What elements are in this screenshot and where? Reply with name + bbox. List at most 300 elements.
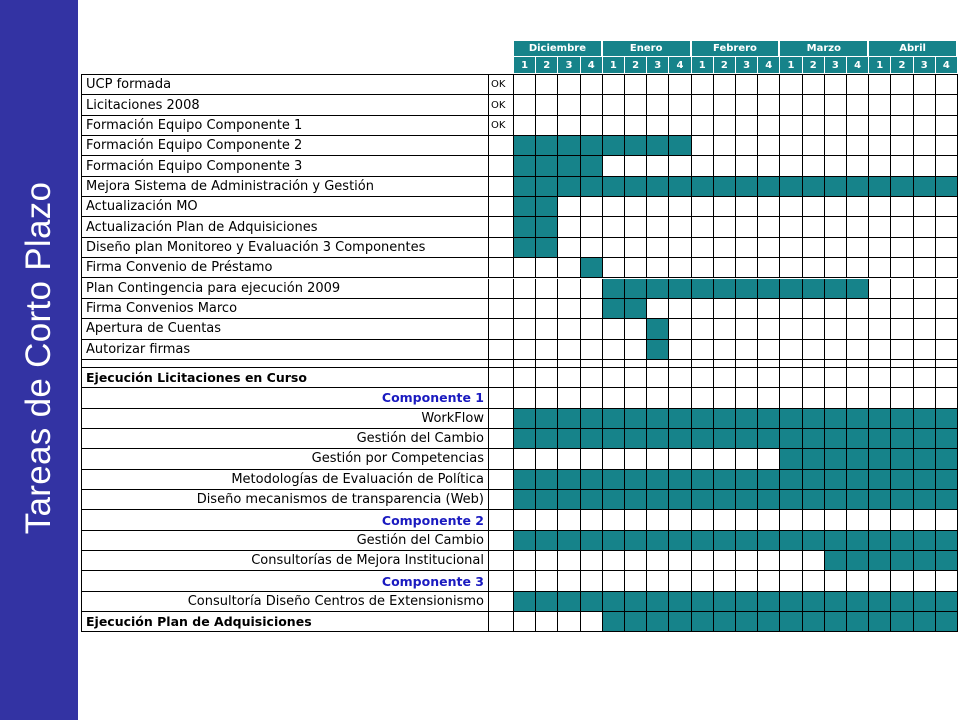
task-label: Gestión del Cambio: [82, 429, 489, 449]
task-label: Apertura de Cuentas: [82, 319, 489, 339]
gantt-empty-cell: [758, 340, 780, 360]
gantt-empty-cell: [736, 571, 758, 591]
gantt-empty-cell: [692, 551, 714, 571]
gantt-empty-cell: [581, 340, 603, 360]
gantt-empty-cell: [736, 156, 758, 176]
gantt-empty-cell: [780, 258, 802, 278]
gantt-empty-cell: [603, 510, 625, 530]
gantt-bar-cell: [936, 612, 958, 632]
gantt-empty-cell: [581, 551, 603, 571]
gantt-empty-cell: [647, 388, 669, 408]
gantt-empty-cell: [825, 258, 847, 278]
gantt-empty-cell: [780, 197, 802, 217]
gantt-bar-cell: [669, 136, 691, 156]
gantt-empty-cell: [803, 388, 825, 408]
task-status: OK: [489, 116, 514, 136]
gantt-empty-cell: [714, 156, 736, 176]
gantt-empty-cell: [625, 319, 647, 339]
gantt-empty-cell: [936, 238, 958, 258]
gantt-empty-cell: [780, 75, 802, 95]
gantt-empty-cell: [581, 449, 603, 469]
gantt-empty-cell: [914, 156, 936, 176]
gantt-empty-cell: [825, 238, 847, 258]
gantt-empty-cell: [936, 360, 958, 368]
gantt-empty-cell: [514, 95, 536, 115]
gantt-empty-cell: [647, 156, 669, 176]
gantt-bar-cell: [536, 409, 558, 429]
gantt-bar-cell: [847, 490, 869, 510]
gantt-empty-cell: [603, 571, 625, 591]
gantt-bar-cell: [625, 470, 647, 490]
gantt-empty-cell: [603, 238, 625, 258]
task-status: [489, 340, 514, 360]
gantt-empty-cell: [736, 319, 758, 339]
gantt-empty-cell: [869, 279, 891, 299]
gantt-bar-cell: [647, 612, 669, 632]
gantt-empty-cell: [847, 510, 869, 530]
gantt-empty-cell: [847, 136, 869, 156]
gantt-bar-cell: [936, 531, 958, 551]
gantt-bar-cell: [847, 429, 869, 449]
gantt-bar-cell: [692, 429, 714, 449]
gantt-bar-cell: [625, 177, 647, 197]
gantt-empty-cell: [536, 388, 558, 408]
gantt-bar-cell: [647, 592, 669, 612]
gantt-empty-cell: [558, 116, 580, 136]
gantt-empty-cell: [692, 95, 714, 115]
gantt-empty-cell: [847, 197, 869, 217]
gantt-bar-cell: [803, 177, 825, 197]
gantt-bar-cell: [847, 612, 869, 632]
gantt-empty-cell: [536, 612, 558, 632]
gantt-bar-cell: [536, 156, 558, 176]
gantt-empty-cell: [736, 116, 758, 136]
gantt-empty-cell: [869, 95, 891, 115]
gantt-bar-cell: [891, 592, 913, 612]
week-header: 1: [514, 57, 536, 73]
gantt-bar-cell: [803, 279, 825, 299]
gantt-bar-cell: [692, 612, 714, 632]
gantt-empty-cell: [825, 368, 847, 388]
gantt-bar-cell: [825, 592, 847, 612]
gantt-empty-cell: [692, 360, 714, 368]
task-status: [489, 279, 514, 299]
gantt-empty-cell: [914, 217, 936, 237]
gantt-empty-cell: [514, 116, 536, 136]
gantt-bar-cell: [914, 470, 936, 490]
gantt-empty-cell: [914, 197, 936, 217]
task-status: [489, 612, 514, 632]
gantt-empty-cell: [891, 340, 913, 360]
gantt-bar-cell: [514, 197, 536, 217]
gantt-empty-cell: [736, 258, 758, 278]
gantt-bar-cell: [692, 531, 714, 551]
gantt-empty-cell: [625, 217, 647, 237]
gantt-bar-cell: [536, 429, 558, 449]
gantt-empty-cell: [625, 360, 647, 368]
gantt-empty-cell: [692, 136, 714, 156]
gantt-empty-cell: [914, 95, 936, 115]
gantt-empty-cell: [625, 340, 647, 360]
gantt-bar-cell: [869, 409, 891, 429]
gantt-empty-cell: [581, 116, 603, 136]
gantt-empty-cell: [536, 75, 558, 95]
gantt-empty-cell: [514, 75, 536, 95]
gantt-empty-cell: [558, 299, 580, 319]
gantt-bar-cell: [514, 490, 536, 510]
gantt-empty-cell: [914, 388, 936, 408]
gantt-empty-cell: [536, 340, 558, 360]
gantt-empty-cell: [825, 197, 847, 217]
gantt-empty-cell: [669, 449, 691, 469]
gantt-empty-cell: [780, 136, 802, 156]
gantt-empty-cell: [758, 197, 780, 217]
gantt-bar-cell: [625, 531, 647, 551]
gantt-bar-cell: [714, 592, 736, 612]
gantt-empty-cell: [625, 368, 647, 388]
gantt-empty-cell: [803, 258, 825, 278]
gantt-empty-cell: [936, 319, 958, 339]
gantt-empty-cell: [936, 571, 958, 591]
task-label: Firma Convenio de Préstamo: [82, 258, 489, 278]
gantt-bar-cell: [936, 592, 958, 612]
gantt-bar-cell: [780, 409, 802, 429]
gantt-empty-cell: [647, 449, 669, 469]
gantt-bar-cell: [825, 449, 847, 469]
gantt-empty-cell: [936, 279, 958, 299]
gantt-bar-cell: [736, 279, 758, 299]
gantt-empty-cell: [847, 368, 869, 388]
gantt-bar-cell: [647, 531, 669, 551]
gantt-bar-cell: [914, 490, 936, 510]
gantt-empty-cell: [714, 571, 736, 591]
gantt-bar-cell: [869, 429, 891, 449]
gantt-empty-cell: [914, 319, 936, 339]
gantt-empty-cell: [736, 75, 758, 95]
gantt-bar-cell: [803, 531, 825, 551]
gantt-bar-cell: [581, 156, 603, 176]
task-label: Licitaciones 2008: [82, 95, 489, 115]
gantt-empty-cell: [780, 156, 802, 176]
week-header: 3: [736, 57, 758, 73]
task-label: Gestión por Competencias: [82, 449, 489, 469]
gantt-bar-cell: [847, 470, 869, 490]
gantt-bar-cell: [803, 470, 825, 490]
gantt-empty-cell: [891, 510, 913, 530]
gantt-empty-cell: [669, 571, 691, 591]
gantt-bar-cell: [936, 470, 958, 490]
gantt-empty-cell: [891, 156, 913, 176]
gantt-empty-cell: [581, 217, 603, 237]
week-header: 3: [647, 57, 669, 73]
gantt-empty-cell: [603, 449, 625, 469]
task-label: WorkFlow: [82, 409, 489, 429]
gantt-empty-cell: [847, 258, 869, 278]
gantt-bar-cell: [803, 409, 825, 429]
gantt-empty-cell: [714, 217, 736, 237]
gantt-bar-cell: [558, 136, 580, 156]
month-header: Marzo: [780, 41, 869, 57]
task-label: Actualización Plan de Adquisiciones: [82, 217, 489, 237]
week-header: 1: [869, 57, 891, 73]
gantt-bar-cell: [514, 429, 536, 449]
gantt-empty-cell: [736, 449, 758, 469]
gantt-bar-cell: [869, 531, 891, 551]
gantt-empty-cell: [891, 571, 913, 591]
week-header: 3: [914, 57, 936, 73]
gantt-empty-cell: [536, 95, 558, 115]
gantt-bar-cell: [647, 136, 669, 156]
gantt-empty-cell: [891, 388, 913, 408]
gantt-empty-cell: [692, 238, 714, 258]
gantt-bar-cell: [558, 470, 580, 490]
gantt-empty-cell: [736, 388, 758, 408]
gantt-empty-cell: [869, 571, 891, 591]
gantt-empty-cell: [692, 319, 714, 339]
gantt-empty-cell: [581, 360, 603, 368]
gantt-empty-cell: [847, 238, 869, 258]
gantt-empty-cell: [803, 197, 825, 217]
gantt-empty-cell: [669, 388, 691, 408]
gantt-bar-cell: [692, 470, 714, 490]
gantt-bar-cell: [891, 449, 913, 469]
gantt-bar-cell: [736, 409, 758, 429]
gantt-empty-cell: [803, 95, 825, 115]
gantt-empty-cell: [647, 258, 669, 278]
gantt-empty-cell: [847, 571, 869, 591]
week-header: 4: [581, 57, 603, 73]
gantt-empty-cell: [914, 360, 936, 368]
gantt-empty-cell: [647, 95, 669, 115]
gantt-empty-cell: [714, 136, 736, 156]
gantt-bar-cell: [714, 531, 736, 551]
gantt-empty-cell: [514, 319, 536, 339]
gantt-empty-cell: [780, 510, 802, 530]
gantt-empty-cell: [736, 95, 758, 115]
gantt-bar-cell: [825, 612, 847, 632]
task-status: [489, 136, 514, 156]
task-status: [489, 592, 514, 612]
gantt-empty-cell: [536, 299, 558, 319]
gantt-empty-cell: [825, 95, 847, 115]
gantt-bar-cell: [847, 177, 869, 197]
gantt-empty-cell: [514, 340, 536, 360]
week-header: 3: [825, 57, 847, 73]
gantt-empty-cell: [914, 510, 936, 530]
gantt-bar-cell: [891, 531, 913, 551]
task-status: [489, 571, 514, 591]
gantt-empty-cell: [736, 510, 758, 530]
gantt-empty-cell: [647, 368, 669, 388]
week-header: 2: [803, 57, 825, 73]
gantt-empty-cell: [914, 238, 936, 258]
gantt-empty-cell: [603, 217, 625, 237]
week-header: 4: [758, 57, 780, 73]
gantt-empty-cell: [558, 217, 580, 237]
gantt-empty-cell: [780, 95, 802, 115]
gantt-bar-cell: [603, 592, 625, 612]
gantt-bar-cell: [891, 429, 913, 449]
gantt-bar-cell: [669, 490, 691, 510]
gantt-empty-cell: [558, 75, 580, 95]
gantt-empty-cell: [758, 449, 780, 469]
gantt-empty-cell: [625, 116, 647, 136]
gantt-empty-cell: [914, 279, 936, 299]
gantt-bar-cell: [603, 299, 625, 319]
gantt-empty-cell: [780, 116, 802, 136]
gantt-empty-cell: [847, 388, 869, 408]
gantt-empty-cell: [514, 551, 536, 571]
gantt-empty-cell: [891, 299, 913, 319]
gantt-empty-cell: [669, 258, 691, 278]
gantt-empty-cell: [603, 197, 625, 217]
gantt-empty-cell: [514, 612, 536, 632]
gantt-empty-cell: [803, 299, 825, 319]
gantt-empty-cell: [869, 510, 891, 530]
gantt-empty-cell: [825, 319, 847, 339]
gantt-empty-cell: [669, 217, 691, 237]
gantt-empty-cell: [736, 136, 758, 156]
gantt-bar-cell: [847, 592, 869, 612]
gantt-bar-cell: [581, 429, 603, 449]
gantt-bar-cell: [625, 136, 647, 156]
gantt-empty-cell: [558, 368, 580, 388]
gantt-empty-cell: [780, 551, 802, 571]
gantt-bar-cell: [692, 409, 714, 429]
gantt-empty-cell: [891, 238, 913, 258]
gantt-bar-cell: [647, 470, 669, 490]
gantt-empty-cell: [603, 116, 625, 136]
gantt-empty-cell: [825, 299, 847, 319]
gantt-empty-cell: [758, 238, 780, 258]
gantt-empty-cell: [936, 340, 958, 360]
gantt-bar-cell: [825, 531, 847, 551]
gantt-empty-cell: [692, 340, 714, 360]
month-header: Febrero: [692, 41, 781, 57]
gantt-bar-cell: [714, 490, 736, 510]
gantt-bar-cell: [536, 470, 558, 490]
gantt-bar-cell: [825, 551, 847, 571]
gantt-empty-cell: [625, 197, 647, 217]
gantt-bar-cell: [780, 470, 802, 490]
gantt-bar-cell: [625, 299, 647, 319]
gantt-empty-cell: [647, 75, 669, 95]
gantt-empty-cell: [803, 368, 825, 388]
gantt-bar-cell: [803, 592, 825, 612]
gantt-empty-cell: [669, 156, 691, 176]
gantt-empty-cell: [825, 340, 847, 360]
gantt-empty-cell: [869, 299, 891, 319]
gantt-bar-cell: [891, 470, 913, 490]
gantt-bar-cell: [714, 470, 736, 490]
gantt-empty-cell: [692, 258, 714, 278]
gantt-empty-cell: [714, 197, 736, 217]
gantt-bar-cell: [581, 592, 603, 612]
gantt-empty-cell: [780, 299, 802, 319]
gantt-bar-cell: [603, 612, 625, 632]
task-status: [489, 409, 514, 429]
gantt-empty-cell: [825, 360, 847, 368]
gantt-bar-cell: [669, 592, 691, 612]
gantt-empty-cell: [536, 551, 558, 571]
gantt-empty-cell: [536, 258, 558, 278]
gantt-empty-cell: [869, 368, 891, 388]
gantt-bar-cell: [581, 490, 603, 510]
gantt-bar-cell: [714, 612, 736, 632]
gantt-empty-cell: [558, 388, 580, 408]
gantt-empty-cell: [803, 551, 825, 571]
gantt-bar-cell: [847, 409, 869, 429]
gantt-bar-cell: [692, 177, 714, 197]
gantt-empty-cell: [758, 116, 780, 136]
gantt-empty-cell: [581, 299, 603, 319]
gantt-bar-cell: [869, 449, 891, 469]
week-header: 2: [714, 57, 736, 73]
gantt-empty-cell: [581, 238, 603, 258]
gantt-empty-cell: [536, 368, 558, 388]
gantt-bar-cell: [603, 531, 625, 551]
gantt-empty-cell: [669, 238, 691, 258]
gantt-empty-cell: [558, 551, 580, 571]
gantt-empty-cell: [669, 299, 691, 319]
gantt-empty-cell: [647, 217, 669, 237]
gantt-empty-cell: [914, 299, 936, 319]
gantt-empty-cell: [891, 368, 913, 388]
gantt-bar-cell: [558, 429, 580, 449]
gantt-empty-cell: [669, 75, 691, 95]
gantt-empty-cell: [581, 95, 603, 115]
month-header: Abril: [869, 41, 958, 57]
gantt-empty-cell: [669, 510, 691, 530]
gantt-empty-cell: [736, 340, 758, 360]
task-label: Componente 3: [82, 571, 489, 591]
gantt-empty-cell: [758, 368, 780, 388]
gantt-bar-cell: [914, 551, 936, 571]
gantt-empty-cell: [514, 571, 536, 591]
gantt-empty-cell: [714, 258, 736, 278]
task-label: Metodologías de Evaluación de Política: [82, 470, 489, 490]
task-status: [489, 531, 514, 551]
gantt-bar-cell: [936, 177, 958, 197]
gantt-empty-cell: [603, 360, 625, 368]
gantt-bar-cell: [692, 592, 714, 612]
gantt-empty-cell: [825, 217, 847, 237]
gantt-empty-cell: [891, 116, 913, 136]
gantt-empty-cell: [603, 388, 625, 408]
gantt-bar-cell: [669, 177, 691, 197]
gantt-empty-cell: [581, 319, 603, 339]
gantt-bar-cell: [914, 612, 936, 632]
gantt-empty-cell: [692, 116, 714, 136]
gantt-empty-cell: [914, 571, 936, 591]
gantt-bar-cell: [581, 409, 603, 429]
gantt-bar-cell: [669, 409, 691, 429]
gantt-empty-cell: [780, 238, 802, 258]
task-label: Mejora Sistema de Administración y Gestión: [82, 177, 489, 197]
gantt-empty-cell: [669, 551, 691, 571]
gantt-bar-cell: [514, 156, 536, 176]
gantt-empty-cell: [558, 612, 580, 632]
gantt-bar-cell: [825, 279, 847, 299]
gantt-bar-cell: [803, 490, 825, 510]
gantt-empty-cell: [603, 319, 625, 339]
gantt-empty-cell: [669, 340, 691, 360]
gantt-bar-cell: [869, 612, 891, 632]
gantt-bar-cell: [780, 612, 802, 632]
gantt-bar-cell: [780, 592, 802, 612]
gantt-empty-cell: [936, 368, 958, 388]
gantt-empty-cell: [803, 360, 825, 368]
